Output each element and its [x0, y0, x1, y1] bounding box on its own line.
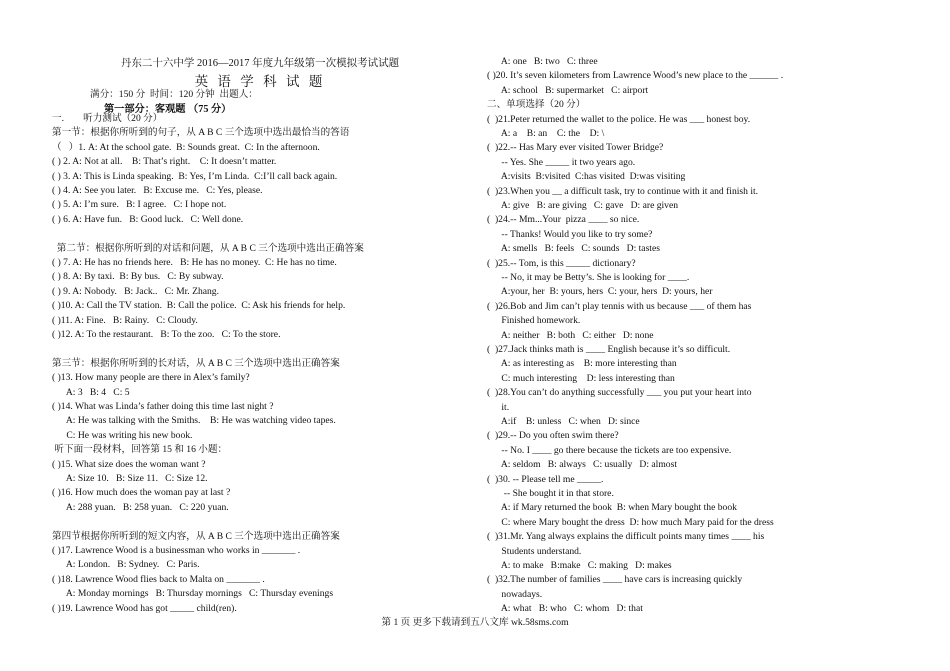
question-line: Finished homework. [487, 315, 581, 327]
question-line: ( ) 6. A: Have fun. B: Good luck. C: Well done. [52, 213, 244, 225]
question-line: ( ) 3. A: This is Linda speaking. B: Yes, I’m Linda. C:I’ll call back again. [52, 170, 338, 182]
question-line: ( ) 7. A: He has no friends here. B: He has no money. C: He has no time. [52, 257, 337, 268]
question-line: -- Thanks! Would you like to try some? [487, 228, 653, 240]
question-line: A: one B: two C: three [487, 56, 598, 67]
question-line: A: London. B: Sydney. C: Paris. [52, 559, 200, 571]
question-line: ( )14. What was Linda’s father doing this time last night ? [52, 401, 274, 412]
question-line: 第四节根据你所听到的短文内容，从 A B C 三个选项中选出正确答案 [52, 530, 340, 542]
question-line: ( )19. Lawrence Wood has got _____ child(ren). [52, 602, 237, 614]
question-line: ( )15. What size does the woman want ? [52, 458, 206, 470]
question-line: A: Size 10. B: Size 11. C: Size 12. [52, 473, 208, 484]
question-line: A: 3 B: 4 C: 5 [52, 386, 130, 398]
question-line: ( )32.The number of families ____ have cars is increasing quickly [487, 574, 743, 586]
question-line: A: what B: who C: whom D: that [487, 603, 643, 615]
question-line: A:visits B:visited C:has visited D:was visiting [487, 171, 686, 183]
question-line: ( )26.Bob and Jim can’t play tennis with us because ___ of them has [487, 300, 752, 312]
question-line: ( )28.You can’t do anything successfully ___ you put your heart into [487, 387, 752, 399]
question-line: -- She bought it in that store. [487, 488, 614, 499]
question-line: ( )30. -- Please tell me _____. [487, 473, 604, 485]
school-title: 丹东二十六中学 2016—2017 年度九年级第一次模拟考试试题 [120, 58, 400, 69]
question-line: ( )31.Mr. Yang always explains the difficult points many times ____ his [487, 531, 765, 543]
question-line: A: give B: are giving C: gave D: are given [487, 200, 679, 211]
part1-title: 第一部分：客观题 （75 分） [104, 104, 232, 115]
question-line: ( )11. A: Fine. B: Rainy. C: Cloudy. [52, 314, 198, 326]
question-line: A: He was talking with the Smiths. B: He was watching video tapes. [52, 415, 336, 427]
question-line: 第一节：根据你所听到的句子，从 A B C 三个选项中选出最恰当的答语 [52, 127, 350, 139]
question-line: ( ) 2. A: Not at all. B: That’s right. C: It doesn’t matter. [52, 156, 277, 168]
question-line: ( )20. It’s seven kilometers from Lawrence Wood’s new place to the ______ . [487, 70, 784, 82]
question-line: ( )22.-- Has Mary ever visited Tower Bridge? [487, 142, 664, 154]
question-line: -- No. I ____ go there because the tickets are too expensive. [487, 444, 732, 456]
question-line: ( ) 9. A: Nobody. B: Jack.. C: Mr. Zhang. [52, 285, 219, 297]
question-line: 第二节：根据你所听到的对话和问题，从 A B C 三个选项中选出正确答案 [52, 242, 364, 254]
question-line: A: school B: supermarket C: airport [487, 84, 649, 96]
question-line: ( ) 8. A: By taxi. B: By bus. C: By subway. [52, 271, 224, 283]
question-line: ( )12. A: To the restaurant. B: To the zoo. C: To the store. [52, 329, 281, 340]
question-line: （ ）1. A: At the school gate. B: Sounds great. C: In the afternoon. [52, 141, 320, 153]
question-line: A: to make B:make C: making D: makes [487, 560, 672, 571]
question-line: 二、单项选择（20 分） [487, 99, 586, 111]
exam-info: 满分：150 分 时间：120 分钟 出题人： [90, 89, 258, 100]
question-line: A:your, her B: yours, hers C: your, hers D: yours, her [487, 286, 713, 298]
question-line: ( )25.-- Tom, is this _____ dictionary? [487, 257, 636, 269]
question-line: A: Monday mornings B: Thursday mornings C: Thursday evenings [52, 588, 334, 600]
question-line: A: 288 yuan. B: 258 yuan. C: 220 yuan. [52, 501, 229, 513]
question-line: ( ) 4. A: See you later. B: Excuse me. C: Yes, please. [52, 185, 263, 196]
question-line: ( )16. How much does the woman pay at last ? [52, 487, 231, 499]
question-line: A: if Mary returned the book B: when Mary bought the book [487, 502, 737, 514]
question-line: 第三节：根据你所听到的长对话，从 A B C 三个选项中选出正确答案 [52, 357, 340, 369]
question-line: ( )17. Lawrence Wood is a businessman who works in _______ . [52, 545, 301, 556]
question-line: A: a B: an C: the D: \ [487, 128, 605, 139]
subject-title: 英 语 学 科 试 题 [194, 74, 326, 89]
question-line: -- Yes. She _____ it two years ago. [487, 156, 636, 168]
question-line: ( )10. A: Call the TV station. B: Call the police. C: Ask his friends for help. [52, 300, 346, 312]
question-line: C: much interesting D: less interesting than [487, 372, 675, 384]
question-line: C: He was writing his new book. [52, 429, 193, 441]
question-line: C: where Mary bought the dress D: how much Mary paid for the dress [487, 516, 774, 528]
question-line: ( )21.Peter returned the wallet to the police. He was ___ honest boy. [487, 113, 751, 125]
question-line: nowadays. [487, 588, 543, 600]
question-line: ( )29.-- Do you often swim there? [487, 430, 619, 442]
question-line: ( )18. Lawrence Wood flies back to Malta on _______ . [52, 573, 265, 585]
question-line: 听下面一段材料，回答第 15 和 16 小题： [52, 444, 228, 456]
question-line: Students understand. [487, 545, 582, 557]
question-line: A: as interesting as B: more interesting than [487, 358, 677, 370]
question-line: A: seldom B: always C: usually D: almost [487, 459, 678, 471]
question-line: it. [487, 401, 510, 413]
question-line: -- No, it may be Betty’s. She is looking for ____. [487, 272, 690, 283]
question-line: A: smells B: feels C: sounds D: tastes [487, 243, 660, 255]
question-line: A: neither B: both C: either D: none [487, 329, 654, 341]
question-line: ( )13. How many people are there in Alex’s family? [52, 372, 250, 384]
question-line: A:if B: unless C: when D: since [487, 416, 640, 427]
question-line: ( )27.Jack thinks math is ____ English because it’s so difficult. [487, 344, 731, 355]
question-line: ( )24.-- Mm...Your pizza ____ so nice. [487, 214, 640, 226]
question-line: ( ) 5. A: I’m sure. B: I agree. C: I hope not. [52, 199, 227, 211]
page-footer: 第 1 页 更多下载请到五八文库 wk.58sms.com [381, 617, 569, 628]
question-line: ( )23.When you __ a difficult task, try to continue with it and finish it. [487, 185, 759, 197]
question-line: 一. 听力测试（20 分） [52, 113, 163, 124]
